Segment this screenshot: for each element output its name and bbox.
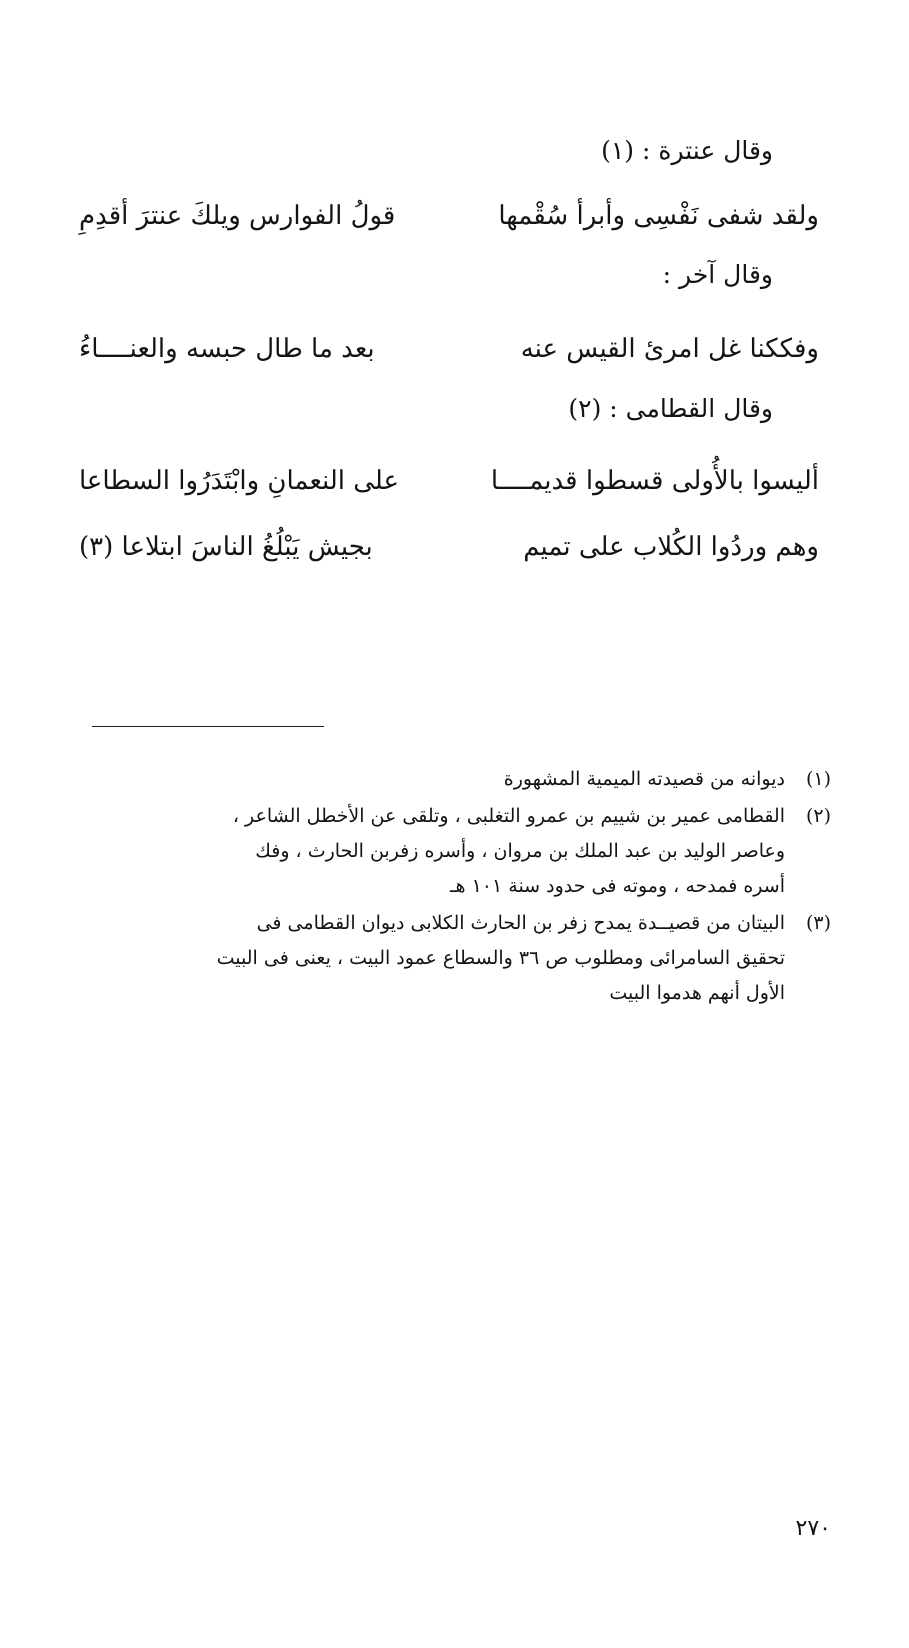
poem-intro-qutami: وقال القطامى : (٢) (568, 394, 773, 423)
footnote-line: تحقيق السامرائى ومطلوب ص ٣٦ والسطاع عمود البيت ، يعنى فى البيت (216, 947, 785, 969)
footnote-line: الأول أنهم هدموا البيت (609, 982, 785, 1004)
verse-second-hemistich: على النعمانِ وابْتَدَرُوا السطاعا (79, 466, 400, 496)
verse-qutami-2 (79, 534, 819, 574)
footnotes (91, 762, 831, 1013)
verse-second-hemistich: بعد ما طال حبسه والعنــــاءُ (79, 334, 375, 364)
verse-second-hemistich: بجيش يَبْلُغُ الناسَ ابتلاعا (٣) (79, 532, 373, 562)
verse-second-hemistich: قولُ الفوارس ويلكَ عنترَ أقدِمِ (79, 201, 396, 231)
verse-first-hemistich: وفككنا غل امرئ القيس عنه (520, 334, 819, 364)
verse-antara (79, 203, 819, 243)
verse-first-hemistich: ولقد شفى نَفْسِى وأبرأ سُقْمها (498, 201, 819, 231)
poem-intro-antara: وقال عنترة : (١) (601, 136, 773, 165)
footnote-number: (٢) (805, 805, 831, 827)
footnote-number: (٣) (805, 912, 831, 934)
verse-other (79, 336, 819, 376)
footnote-line: أسره فمدحه ، وموته فى حدود سنة ١٠١ هـ (449, 875, 785, 897)
poem-intro-other: وقال آخر : (662, 260, 773, 289)
footnote-separator (92, 726, 324, 727)
footnote-2 (91, 799, 831, 904)
footnote-line: ديوانه من قصيدته الميمية المشهورة (503, 768, 785, 790)
footnote-line: البيتان من قصيــدة يمدح زفر بن الحارث الكلابى ديوان القطامى فى (256, 912, 785, 934)
verse-qutami-1 (79, 468, 819, 508)
footnote-line: وعاصر الوليد بن عبد الملك بن مروان ، وأسره زفربن الحارث ، وفك (255, 840, 785, 862)
footnote-number: (١) (805, 768, 831, 790)
footnote-3 (91, 906, 831, 1011)
footnote-1 (91, 762, 831, 797)
verse-first-hemistich: وهم وردُوا الكُلاب على تميم (523, 532, 819, 562)
page-number: ٢٧٠ (795, 1516, 831, 1541)
footnote-line: القطامى عمير بن شييم بن عمرو التغلبى ، وتلقى عن الأخطل الشاعر ، (232, 805, 785, 827)
verse-first-hemistich: أليسوا بالأُولى قسطوا قديمــــا (490, 466, 819, 496)
